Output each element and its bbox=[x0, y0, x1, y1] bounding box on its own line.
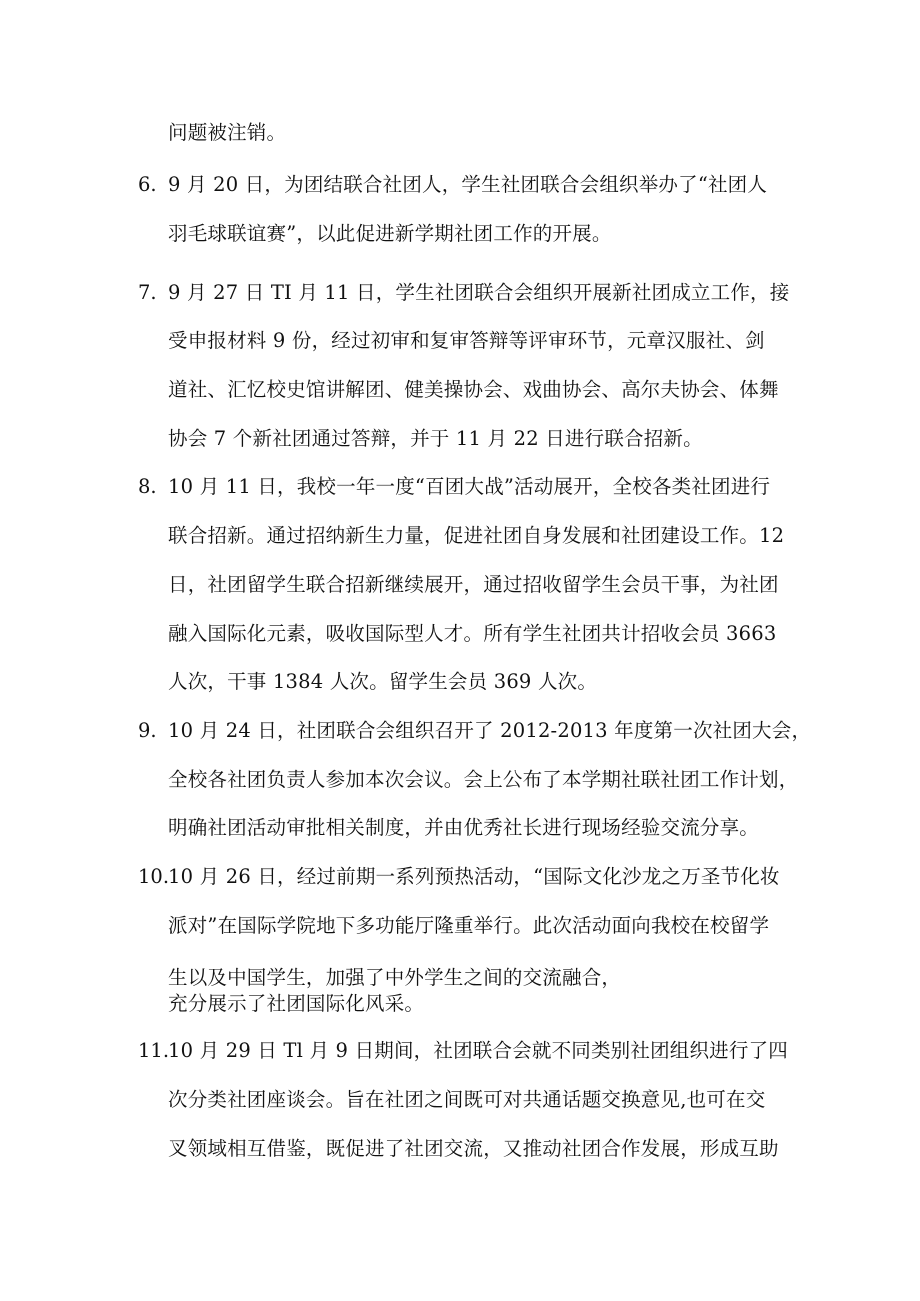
item-11-line-1: 10 月 29 日 Tl 月 9 日期间，社团联合会就不同类别社团组织进行了四 bbox=[168, 1039, 788, 1062]
item-8-number: 8. bbox=[138, 475, 157, 498]
item-8-line-1: 10 月 11 日，我校一年一度“百团大战”活动展开，全校各类社团进行 bbox=[168, 475, 771, 498]
continuation-line: 问题被注销。 bbox=[168, 121, 287, 144]
item-7-line-2: 受申报材料 9 份，经过初审和复审答辩等评审环节，元章汉服社、剑 bbox=[168, 329, 765, 352]
item-8-line-5: 人次，干事 1384 人次。留学生会员 369 人次。 bbox=[168, 670, 598, 693]
item-9-line-2: 全校各社团负责人参加本次会议。会上公布了本学期社联社团工作计划， bbox=[168, 768, 799, 791]
item-7-line-3: 道社、汇忆校史馆讲解团、健美操协会、戏曲协会、高尔夫协会、体舞 bbox=[168, 378, 779, 401]
item-10-line-1: 10 月 26 日，经过前期一系列预热活动，“国际文化沙龙之万圣节化妆 bbox=[168, 865, 780, 888]
item-8-line-4: 融入国际化元素，吸收国际型人才。所有学生社团共计招收会员 3663 bbox=[168, 622, 777, 645]
item-7-line-4: 协会 7 个新社团通过答辩，并于 11 月 22 日进行联合招新。 bbox=[168, 427, 703, 450]
item-10-line-3: 生以及中国学生，加强了中外学生之间的交流融合， bbox=[168, 966, 622, 989]
item-9-line-1: 10 月 24 日，社团联合会组织召开了 2012-2013 年度第一次社团大会， bbox=[168, 719, 812, 742]
item-11-number: 11. bbox=[138, 1039, 170, 1062]
item-10-number: 10. bbox=[138, 865, 170, 888]
item-11-line-3: 叉领域相互借鉴，既促进了社团交流，又推动社团合作发展，形成互助 bbox=[168, 1137, 779, 1160]
item-6-number: 6. bbox=[138, 173, 157, 196]
item-11-line-2: 次分类社团座谈会。旨在社团之间既可对共通话题交换意见,也可在交 bbox=[168, 1088, 766, 1111]
item-9-number: 9. bbox=[138, 719, 157, 742]
item-7-number: 7. bbox=[138, 281, 157, 304]
item-10-line-2: 派对”在国际学院地下多功能厅隆重举行。此次活动面向我校在校留学 bbox=[168, 914, 770, 937]
item-10-line-4: 充分展示了社团国际化风采。 bbox=[168, 992, 425, 1015]
item-8-line-3: 日，社团留学生联合招新继续展开，通过招收留学生会员干事，为社团 bbox=[168, 573, 779, 596]
item-7-line-1: 9 月 27 日 TI 月 11 日，学生社团联合会组织开展新社团成立工作，接 bbox=[168, 281, 790, 304]
item-6-line-1: 9 月 20 日，为团结联合社团人，学生社团联合会组织举办了“社团人 bbox=[168, 173, 768, 196]
item-8-line-2: 联合招新。通过招纳新生力量，促进社团自身发展和社团建设工作。12 bbox=[168, 524, 785, 547]
item-9-line-3: 明确社团活动审批相关制度，并由优秀社长进行现场经验交流分享。 bbox=[168, 816, 760, 839]
item-6-line-2: 羽毛球联谊赛”，以此促进新学期社团工作的开展。 bbox=[168, 222, 612, 245]
